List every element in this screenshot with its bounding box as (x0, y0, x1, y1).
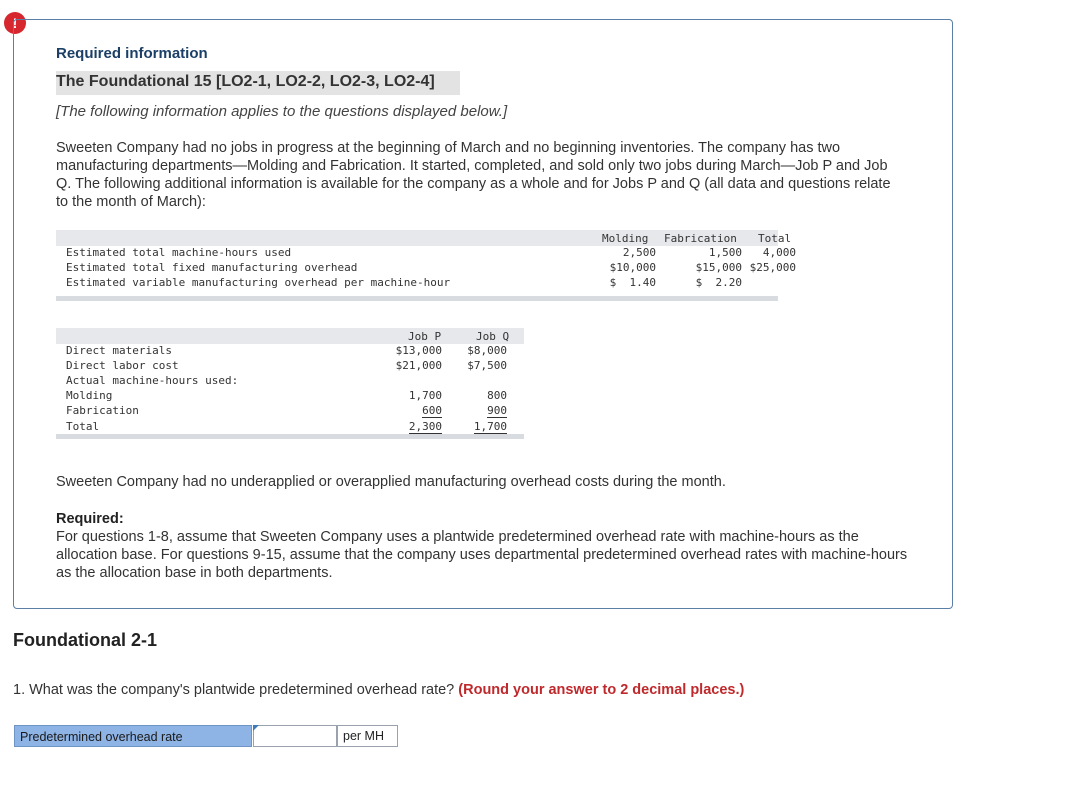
cell-molding: $10,000 (609, 261, 656, 274)
required-information-label: Required information (56, 45, 208, 62)
row-label: Direct labor cost (66, 359, 179, 372)
table-row (56, 404, 524, 419)
cell-job-q: 800 (487, 389, 507, 402)
cell-value: 900 (487, 404, 507, 417)
department-table (56, 230, 796, 302)
required-heading: Required: (56, 511, 124, 527)
intro-paragraph: Sweeten Company had no jobs in progress at the beginning of March and no beginning inventories. The company has two manufacturing departments—Molding and Fabrication. It started, completed, and sold only two jobs during March—Job P and Job Q. The following additional information is available for the company as a whole and for Jobs P and Q (all data and questions relate to the month of March): (56, 140, 891, 210)
cell-fabrication: $ 2.20 (695, 276, 742, 289)
table-row (56, 374, 524, 389)
cell-fabrication: $15,000 (695, 261, 742, 274)
cell-job-q (454, 404, 507, 417)
answer-label: Predetermined overhead rate (14, 725, 252, 747)
question-text (13, 682, 744, 698)
col-header-molding: Molding (602, 232, 649, 245)
cell-job-p: 1,700 (408, 389, 442, 402)
row-label: Estimated total machine-hours used (66, 246, 292, 259)
table-row (56, 276, 778, 291)
col-header-total: Total (758, 232, 792, 245)
input-flag-icon (253, 725, 259, 731)
page-title: The Foundational 15 [LO2-1, LO2-2, LO2-3, LO2-4] (56, 73, 435, 90)
row-label: Direct materials (66, 344, 172, 357)
cell-job-p (376, 404, 442, 417)
col-header-job-q: Job Q (476, 330, 510, 343)
table-row (56, 246, 796, 261)
row-label: Estimated total fixed manufacturing overhead (66, 261, 358, 274)
table-row (56, 344, 524, 359)
cell-total: $25,000 (749, 261, 796, 274)
section-title: Foundational 2-1 (13, 630, 157, 650)
job-table (56, 328, 524, 440)
cell-value: 600 (422, 404, 442, 417)
col-header-job-p: Job P (408, 330, 442, 343)
table-row (56, 261, 796, 276)
cell-job-q (454, 420, 507, 433)
table-footer-bar (56, 296, 778, 301)
table-row (56, 359, 524, 374)
table-header-bar (56, 328, 524, 344)
alert-icon: ! (4, 12, 26, 34)
col-header-fabrication: Fabrication (664, 232, 737, 245)
cell-molding: 2,500 (622, 246, 656, 259)
cell-total: 4,000 (762, 246, 796, 259)
row-label: Fabrication (66, 404, 139, 417)
row-label: Total (66, 420, 100, 433)
cell-job-p: $13,000 (395, 344, 442, 357)
question-body: 1. What was the company's plantwide predetermined overhead rate? (13, 682, 455, 698)
rounding-hint: (Round your answer to 2 decimal places.) (458, 682, 745, 698)
cell-job-p: $21,000 (395, 359, 442, 372)
answer-input-cell[interactable] (253, 725, 337, 747)
cell-value: 2,300 (409, 420, 442, 436)
overhead-note: Sweeten Company had no underapplied or overapplied manufacturing overhead costs during the month. (56, 474, 726, 490)
cell-job-p (376, 420, 442, 433)
cell-molding: $ 1.40 (609, 276, 656, 289)
cell-job-q: $7,500 (467, 359, 507, 372)
row-label: Molding (66, 389, 113, 402)
row-label: Actual machine-hours used: (66, 374, 239, 387)
applies-note: [The following information applies to the questions displayed below.] (56, 103, 508, 120)
table-row (56, 389, 524, 404)
cell-job-q: $8,000 (467, 344, 507, 357)
table-footer-bar (56, 434, 524, 439)
row-label: Estimated variable manufacturing overhead per machine-hour (66, 276, 451, 289)
cell-fabrication: 1,500 (708, 246, 742, 259)
answer-unit: per MH (337, 725, 398, 747)
cell-value: 1,700 (474, 420, 507, 436)
required-text: For questions 1-8, assume that Sweeten Company uses a plantwide predetermined overhead rate with machine-hours as the allocation base. For questions 9-15, assume that the company uses departmental predetermined overhead rates with machine-hours as the allocation base in both departments. (56, 529, 908, 581)
overhead-rate-input[interactable] (254, 726, 336, 746)
table-row (56, 420, 524, 435)
